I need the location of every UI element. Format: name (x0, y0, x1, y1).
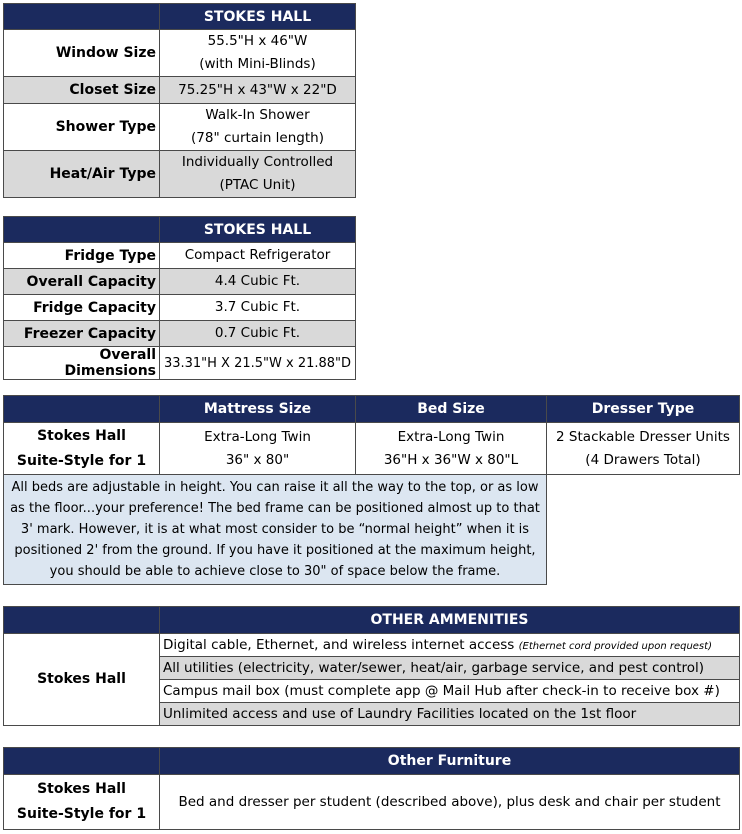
amenities-table (3, 606, 740, 726)
value-line: (78" curtain length) (191, 130, 324, 146)
room-specs-table (3, 3, 356, 198)
row-label-line: Suite-Style for 1 (16, 806, 147, 822)
mattress-size-cell (160, 423, 356, 475)
row-value (160, 104, 356, 151)
furniture-description: Bed and dresser per student (described above), plus desk and chair per student (160, 775, 740, 830)
row-label: Stokes Hall (4, 634, 160, 726)
column-header: Mattress Size (160, 396, 356, 423)
table-header: STOKES HALL (160, 217, 356, 243)
value-line: 55.5"H x 46"W (207, 33, 308, 49)
table-header: OTHER AMMENITIES (160, 607, 740, 634)
amenity-item: Unlimited access and use of Laundry Facilities located on the 1st floor (160, 703, 740, 726)
other-furniture-table (3, 747, 740, 830)
row-value: 75.25"H x 43"W x 22"D (160, 77, 356, 104)
row-value: 4.4 Cubic Ft. (160, 269, 356, 295)
value-line: Walk-In Shower (205, 107, 310, 123)
amenity-text: Digital cable, Ethernet, and wireless internet access (163, 637, 519, 653)
bed-specs-table (3, 395, 740, 585)
row-label (4, 423, 160, 475)
amenity-item: All utilities (electricity, water/sewer, heat/air, garbage service, and pest control) (160, 657, 740, 680)
row-label: Freezer Capacity (4, 321, 160, 347)
row-label: Shower Type (4, 104, 160, 151)
row-label: Window Size (4, 30, 160, 77)
row-label: Overall Capacity (4, 269, 160, 295)
value-line: 36" x 80" (225, 451, 290, 468)
table-header: Other Furniture (160, 748, 740, 775)
row-label: Overall Dimensions (4, 347, 160, 380)
header-blank-cell (4, 217, 160, 243)
row-label: Fridge Capacity (4, 295, 160, 321)
fridge-specs-table (3, 216, 356, 380)
value-line: Individually Controlled (181, 154, 334, 170)
row-value (160, 30, 356, 77)
value-line: 2 Stackable Dresser Units (556, 428, 730, 445)
row-value: 33.31"H X 21.5"W x 21.88"D (160, 347, 356, 380)
row-label-line: Stokes Hall (37, 427, 126, 444)
header-blank-cell (4, 607, 160, 634)
empty-cell (547, 475, 740, 585)
table-header: STOKES HALL (160, 4, 356, 30)
row-value: 3.7 Cubic Ft. (160, 295, 356, 321)
value-line: (4 Drawers Total) (585, 451, 701, 468)
amenity-item: Campus mail box (must complete app @ Mail Hub after check-in to receive box #) (160, 680, 740, 703)
value-line: 36"H x 36"W x 80"L (383, 451, 519, 468)
amenity-note: (Ethernet cord provided upon request) (518, 641, 712, 652)
amenity-item (160, 634, 740, 657)
value-line: (with Mini-Blinds) (199, 56, 316, 72)
value-line: Extra-Long Twin (397, 428, 505, 445)
row-value: Compact Refrigerator (160, 243, 356, 269)
row-value: 0.7 Cubic Ft. (160, 321, 356, 347)
column-header: Dresser Type (547, 396, 740, 423)
row-value (160, 151, 356, 198)
bed-size-cell (356, 423, 547, 475)
header-blank-cell (4, 396, 160, 423)
bed-height-note: All beds are adjustable in height. You can raise it all the way to the top, or as low as the floor...your preference! The bed frame can be positioned almost up to that 3' mark. However, it is at what most consider to be “normal height” when it is positioned 2' from the ground. If you have it positioned at the maximum height, you should be able to achieve close to 30" of space below the frame. (4, 475, 547, 585)
dresser-type-cell (547, 423, 740, 475)
row-label-line: Stokes Hall (37, 781, 126, 797)
header-blank-cell (4, 4, 160, 30)
column-header: Bed Size (356, 396, 547, 423)
value-line: (PTAC Unit) (219, 177, 296, 193)
row-label: Closet Size (4, 77, 160, 104)
row-label: Heat/Air Type (4, 151, 160, 198)
header-blank-cell (4, 748, 160, 775)
value-line: Extra-Long Twin (204, 428, 311, 445)
row-label: Fridge Type (4, 243, 160, 269)
row-label-line: Suite-Style for 1 (16, 452, 147, 469)
row-label (4, 775, 160, 830)
